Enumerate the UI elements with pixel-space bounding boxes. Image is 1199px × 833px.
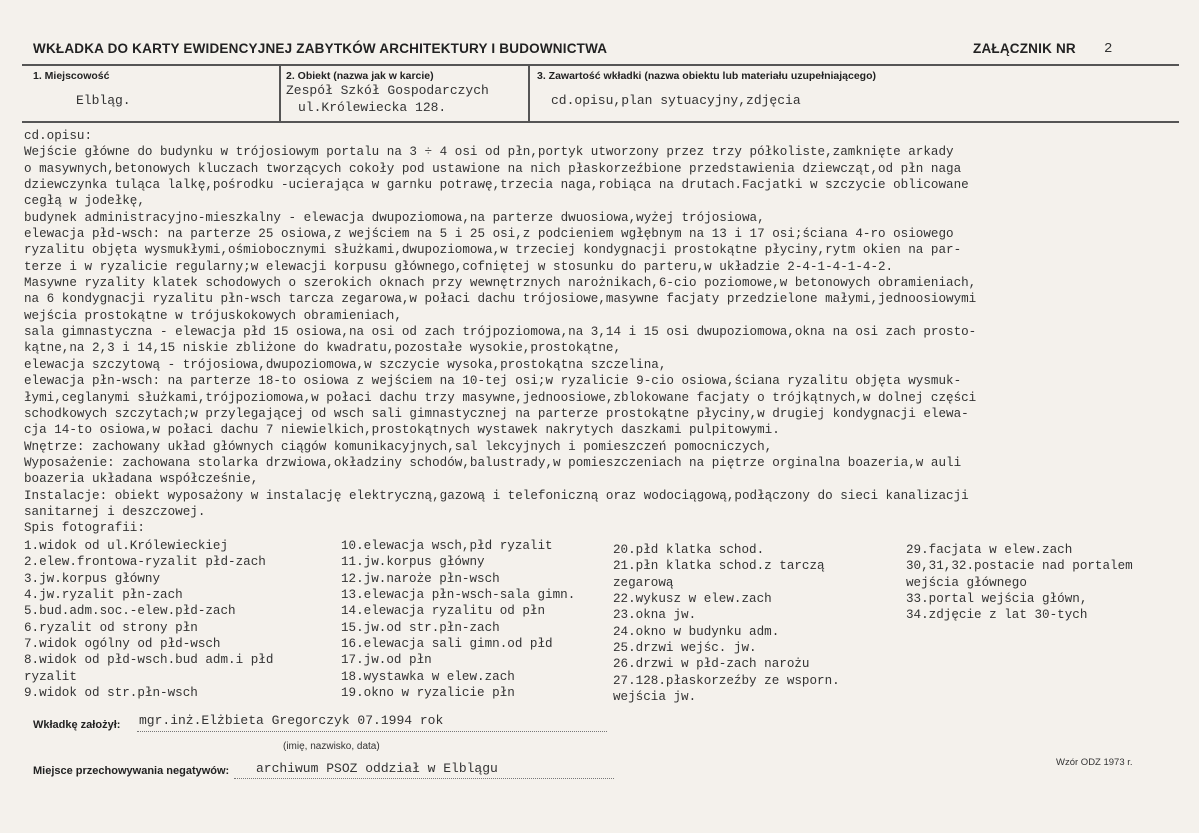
description-line: terze i w ryzalicie regularny;w elewacji korpusu głównego,cofniętej w stosunku do parteru,w układzie 2-4-1-4-1-4-2.: [24, 259, 894, 274]
object-label: 2. Obiekt (nazwa jak w karcie): [286, 70, 434, 82]
description-line: Wyposażenie: zachowana stolarka drzwiowa,okładziny schodów,balustrady,w pomieszczeniach na piętrze orginalna boazeria,w auli: [24, 455, 962, 470]
description-line: sala gimnastyczna - elewacja płd 15 osiowa,na osi od zach trójpoziomowa,na 3,14 i 15 osi dwupoziomowa,okna na osi zach prosto-: [24, 325, 977, 340]
author-caption: (imię, nazwisko, data): [283, 741, 380, 752]
place-value: Elbląg.: [76, 93, 131, 108]
photo-list-item: 7.widok ogólny od płd-wsch: [24, 637, 221, 652]
photo-list-item: 23.okna jw.: [613, 608, 697, 623]
photo-list-item: wejścia jw.: [613, 690, 697, 705]
description-line: cd.opisu:: [24, 129, 93, 143]
description-line: Spis fotografii:: [24, 521, 145, 536]
photo-list-item: 24.okno w budynku adm.: [613, 624, 780, 639]
photo-list-item: 18.wystawka w elew.zach: [341, 669, 515, 684]
photo-list-item: 17.jw.od płn: [341, 653, 432, 668]
description-line: na 6 kondygnacji ryzalitu płn-wsch tarcza zegarowa,w połaci dachu trójosiowe,masywne facjaty przedzielone małymi,jednoosiowymi: [24, 292, 977, 307]
negatives-dotted-line: [234, 778, 614, 779]
card-title: WKŁADKA DO KARTY EWIDENCYJNEJ ZABYTKÓW ARCHITEKTURY I BUDOWNICTWA: [33, 41, 608, 56]
description-line: schodkowych szczytach;w przylegającej od wsch sali gimnastycznej na parterze prostokątne płyciny,w drugiej kondygnacji elewa-: [24, 406, 969, 421]
photo-list-item: 29.facjata w elew.zach: [906, 543, 1073, 557]
description-line: elewacja płn-wsch: na parterze 18-to osiowa z wejściem na 10-tej osi;w ryzalicie 9-cio osiowa,ściana ryzalitu objęta wysmuk-: [24, 374, 962, 389]
description-line: dziewczynka tuląca lalkę,pośrodku -ucierająca w garnku potrawę,trzecia naga,robiąca na drutach.Facjatki w szczycie oblicowane: [24, 178, 969, 193]
photo-list-item: 33.portal wejścia główn,: [906, 592, 1088, 607]
photo-list-item: 20.płd klatka schod.: [613, 543, 765, 557]
photo-list-item: 26.drzwi w płd-zach narożu: [613, 657, 810, 672]
photo-list-item: 8.widok od płd-wsch.bud adm.i płd: [24, 653, 274, 668]
photo-list-item: 12.jw.naroże płn-wsch: [341, 571, 500, 586]
photo-list-item: 10.elewacja wsch,płd ryzalit: [341, 539, 553, 553]
description-line: o masywnych,betonowych kluczach tworzących cokoły pod ustawione na nich płaskorzeźbione przedstawienia dziewcząt,od płn naga: [24, 161, 962, 176]
author-value: mgr.inż.Elżbieta Gregorczyk 07.1994 rok: [139, 713, 444, 728]
description-line: Masywne ryzality klatek schodowych o szerokich oknach przy wewnętrznych narożnikach,6-cio poziomowe,w betonowych obramieniach,: [24, 276, 977, 291]
photo-list-item: 13.elewacja płn-wsch-sala gimn.: [341, 588, 576, 603]
description-line: boazeria układana współcześnie,: [24, 472, 259, 487]
header-top-rule: [22, 64, 1179, 66]
photo-list-item: 1.widok od ul.Królewieckiej: [24, 539, 229, 553]
photo-list-item: 11.jw.korpus główny: [341, 555, 485, 570]
author-label: Wkładkę założył:: [33, 719, 121, 731]
header-bottom-rule: [22, 121, 1179, 123]
description-line: budynek administracyjno-mieszkalny - elewacja dwupoziomowa,na parterze dwuosiowa,wyżej trójosiowa,: [24, 210, 765, 225]
photo-list-item: wejścia głównego: [906, 575, 1027, 590]
place-label: 1. Miejscowość: [33, 70, 110, 82]
photo-list-item: 15.jw.od str.płn-zach: [341, 620, 500, 635]
description-line: sanitarnej i deszczowej.: [24, 504, 206, 519]
photo-list-item: zegarową: [613, 575, 674, 590]
photo-list-item: 27.128.płaskorzeźby ze wsporn.: [613, 673, 840, 688]
field-divider-1: [279, 64, 281, 122]
photo-list-column-3: [613, 542, 840, 705]
description-line: Wnętrze: zachowany układ głównych ciągów komunikacyjnych,sal lekcyjnych i pomieszczeń pomocniczych,: [24, 439, 773, 454]
object-value-line1: Zespół Szkół Gospodarczych: [286, 83, 489, 98]
description-line: elewacja szczytową - trójosiowa,dwupoziomowa,w szczycie wysoka,prostokątna szczelina,: [24, 357, 667, 372]
content-label: 3. Zawartość wkładki (nazwa obiektu lub materiału uzupełniającego): [537, 70, 876, 82]
description-line: Wejście główne do budynku w trójosiowym portalu na 3 ÷ 4 osi od płn,portyk utworzony przez trzy półkoliste,zamknięte arkady: [24, 145, 954, 160]
description-line: kątne,na 2,3 i 14,15 niskie zbliżone do kwadratu,pozostałe wysokie,prostokątne,: [24, 341, 622, 356]
template-note: Wzór ODZ 1973 r.: [1056, 757, 1133, 768]
description-line: cja 14-to osiowa,w połaci dachu 7 niewielkich,prostokątnych wystawek nakrytych daszkami pulpitowymi.: [24, 423, 780, 438]
photo-list-column-1: [24, 538, 273, 701]
photo-list-item: 34.zdjęcie z lat 30-tych: [906, 608, 1088, 623]
description-line: wejścia prostokątne w trójuskokowych obramieniach,: [24, 308, 402, 323]
content-value: cd.opisu,plan sytuacyjny,zdjęcia: [551, 93, 801, 108]
photo-list-column-2: [341, 538, 575, 701]
photo-list-item: ryzalit: [24, 669, 77, 684]
photo-list-item: 5.bud.adm.soc.-elew.płd-zach: [24, 604, 236, 619]
field-divider-2: [528, 64, 530, 122]
description-line: elewacja płd-wsch: na parterze 25 osiowa,z wejściem na 5 i 25 osi,z podcieniem wgłębnym na 13 i 17 osi;ściana 4-ro osiowego: [24, 227, 954, 242]
photo-list-item: 4.jw.ryzalit płn-zach: [24, 588, 183, 603]
negatives-label: Miejsce przechowywania negatywów:: [33, 765, 230, 777]
object-value-line2: ul.Królewiecka 128.: [298, 100, 447, 115]
photo-list-item: 6.ryzalit od strony płn: [24, 620, 198, 635]
photo-list-item: 9.widok od str.płn-wsch: [24, 686, 198, 701]
photo-list-item: 19.okno w ryzalicie płn: [341, 686, 515, 701]
attachment-number: 2: [1104, 41, 1113, 57]
photo-list-item: 14.elewacja ryzalitu od płn: [341, 604, 546, 619]
photo-list-item: 30,31,32.postacie nad portalem: [906, 559, 1133, 574]
description-line: ryzalitu objęta wysmukłymi,ośmiobocznymi służkami,dwupoziomowa,w trzeciej kondygnacji prostokątne płyciny,rytm okien na par-: [24, 243, 962, 258]
description-body: [24, 128, 1184, 537]
description-line: cegłą w jodełkę,: [24, 194, 145, 209]
attachment-label: ZAŁĄCZNIK NR: [973, 41, 1076, 56]
description-line: Instalacje: obiekt wyposażony w instalację elektryczną,gazową i telefoniczną oraz wodociągową,podłączony do sieci kanalizacji: [24, 488, 969, 503]
author-dotted-line: [137, 731, 607, 732]
photo-list-column-4: [906, 542, 1133, 624]
photo-list-item: 16.elewacja sali gimn.od płd: [341, 637, 553, 652]
negatives-value: archiwum PSOZ oddział w Elblągu: [256, 761, 498, 776]
photo-list-item: 21.płn klatka schod.z tarczą: [613, 559, 825, 574]
photo-list-item: 3.jw.korpus główny: [24, 571, 161, 586]
photo-list-item: 2.elew.frontowa-ryzalit płd-zach: [24, 555, 266, 570]
photo-list-item: 25.drzwi wejśc. jw.: [613, 641, 757, 656]
description-line: łymi,ceglanymi służkami,trójpoziomowa,w połaci dachu trzy masywne,jednoosiowe,zblokowane facjaty o trójkątnych,w dolnej części: [24, 390, 977, 405]
photo-list-item: 22.wykusz w elew.zach: [613, 592, 772, 607]
